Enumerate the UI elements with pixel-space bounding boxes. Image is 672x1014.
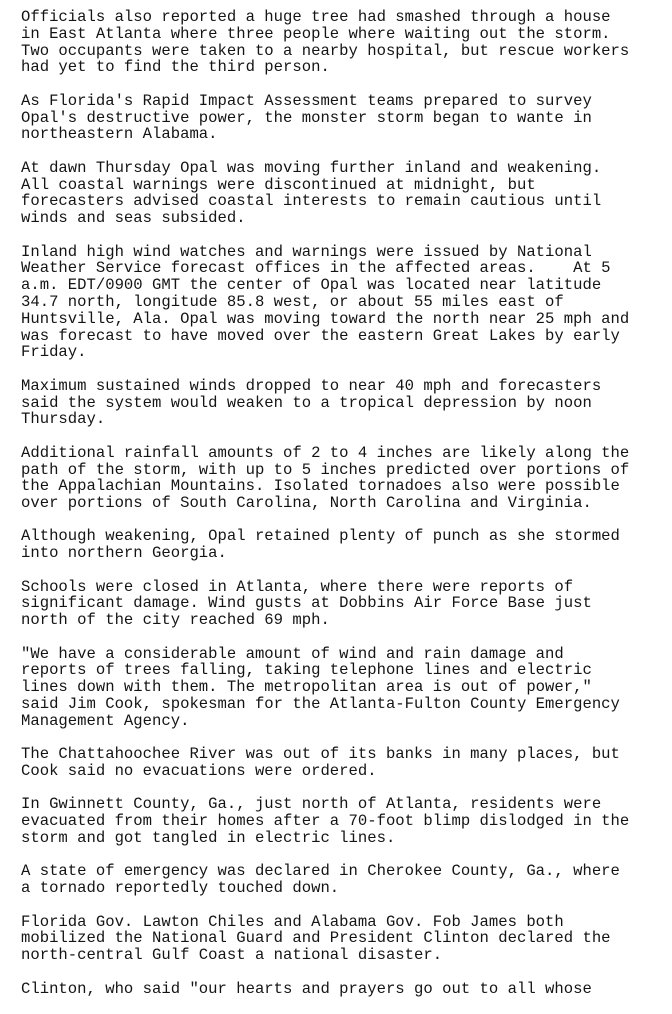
text-line: Schools were closed in Atlanta, where there were reports of (21, 577, 574, 596)
text-line: Huntsville, Ala. Opal was moving toward the north near 25 mph and (21, 309, 630, 328)
text-line: At dawn Thursday Opal was moving further inland and weakening. (21, 158, 602, 177)
document-page (21, 9, 671, 1014)
text-line: was forecast to have moved over the eastern Great Lakes by early (21, 326, 620, 345)
text-line: into northern Georgia. (21, 544, 227, 563)
text-line: storm and got tangled in electric lines. (21, 829, 396, 848)
paragraph (21, 863, 671, 897)
text-line: evacuated from their homes after a 70-foot blimp dislodged in the (21, 812, 630, 831)
text-line: "We have a considerable amount of wind and rain damage and (21, 644, 564, 663)
text-line: Clinton, who said "our hearts and prayers go out to all whose (21, 979, 592, 998)
paragraph (21, 9, 671, 76)
text-line: a tornado reportedly touched down. (21, 879, 340, 898)
paragraph (21, 445, 671, 512)
text-line: Two occupants were taken to a nearby hospital, but rescue workers (21, 41, 630, 60)
text-line: a.m. EDT/0900 GMT the center of Opal was located near latitude (21, 276, 602, 295)
paragraph (21, 914, 671, 964)
text-line: reports of trees falling, taking telephone lines and electric (21, 661, 592, 680)
paragraph (21, 528, 671, 562)
text-line: Management Agency. (21, 711, 190, 730)
paragraph (21, 579, 671, 629)
text-line: north-central Gulf Coast a national disaster. (21, 946, 443, 965)
paragraph (21, 746, 671, 780)
text-line: said the system would weaken to a tropical depression by noon (21, 393, 592, 412)
text-line: Opal's destructive power, the monster storm began to wante in (21, 108, 592, 127)
text-line: Thursday. (21, 410, 106, 429)
text-line: winds and seas subsided. (21, 209, 246, 228)
text-line: had yet to find the third person. (21, 58, 330, 77)
text-line: northeastern Alabama. (21, 125, 218, 144)
text-line: mobilized the National Guard and President Clinton declared the (21, 929, 611, 948)
paragraph (21, 93, 671, 143)
text-line: Cook said no evacuations were ordered. (21, 762, 377, 781)
paragraph (21, 160, 671, 227)
paragraph (21, 646, 671, 730)
text-line: said Jim Cook, spokesman for the Atlanta-Fulton County Emergency (21, 695, 620, 714)
text-line: Officials also reported a huge tree had smashed through a house (21, 8, 611, 26)
paragraph (21, 981, 671, 998)
text-line: 34.7 north, longitude 85.8 west, or about 55 miles east of (21, 292, 564, 311)
text-line: A state of emergency was declared in Cherokee County, Ga., where (21, 862, 620, 881)
text-line: forecasters advised coastal interests to remain cautious until (21, 192, 602, 211)
text-line: north of the city reached 69 mph. (21, 611, 330, 630)
text-line: Additional rainfall amounts of 2 to 4 inches are likely along the (21, 443, 630, 462)
text-line: Inland high wind watches and warnings were issued by National (21, 242, 592, 261)
text-line: significant damage. Wind gusts at Dobbins Air Force Base just (21, 594, 592, 613)
text-line: Maximum sustained winds dropped to near 40 mph and forecasters (21, 376, 602, 395)
paragraph (21, 378, 671, 428)
text-line: In Gwinnett County, Ga., just north of Atlanta, residents were (21, 795, 602, 814)
text-line: lines down with them. The metropolitan area is out of power," (21, 678, 592, 697)
text-line: the Appalachian Mountains. Isolated tornadoes also were possible (21, 477, 620, 496)
paragraph (21, 244, 671, 362)
text-line: All coastal warnings were discontinued at midnight, but (21, 175, 536, 194)
text-line: The Chattahoochee River was out of its banks in many places, but (21, 745, 620, 764)
text-line: As Florida's Rapid Impact Assessment teams prepared to survey (21, 91, 592, 110)
text-line: Weather Service forecast offices in the affected areas. At 5 (21, 259, 611, 278)
text-line: Florida Gov. Lawton Chiles and Alabama Gov. Fob James both (21, 912, 564, 931)
paragraph (21, 796, 671, 846)
text-line: Friday. (21, 343, 87, 362)
text-line: over portions of South Carolina, North Carolina and Virginia. (21, 494, 592, 513)
text-line: path of the storm, with up to 5 inches predicted over portions of (21, 460, 630, 479)
text-line: in East Atlanta where three people where waiting out the storm. (21, 24, 611, 43)
text-line: Although weakening, Opal retained plenty of punch as she stormed (21, 527, 620, 546)
